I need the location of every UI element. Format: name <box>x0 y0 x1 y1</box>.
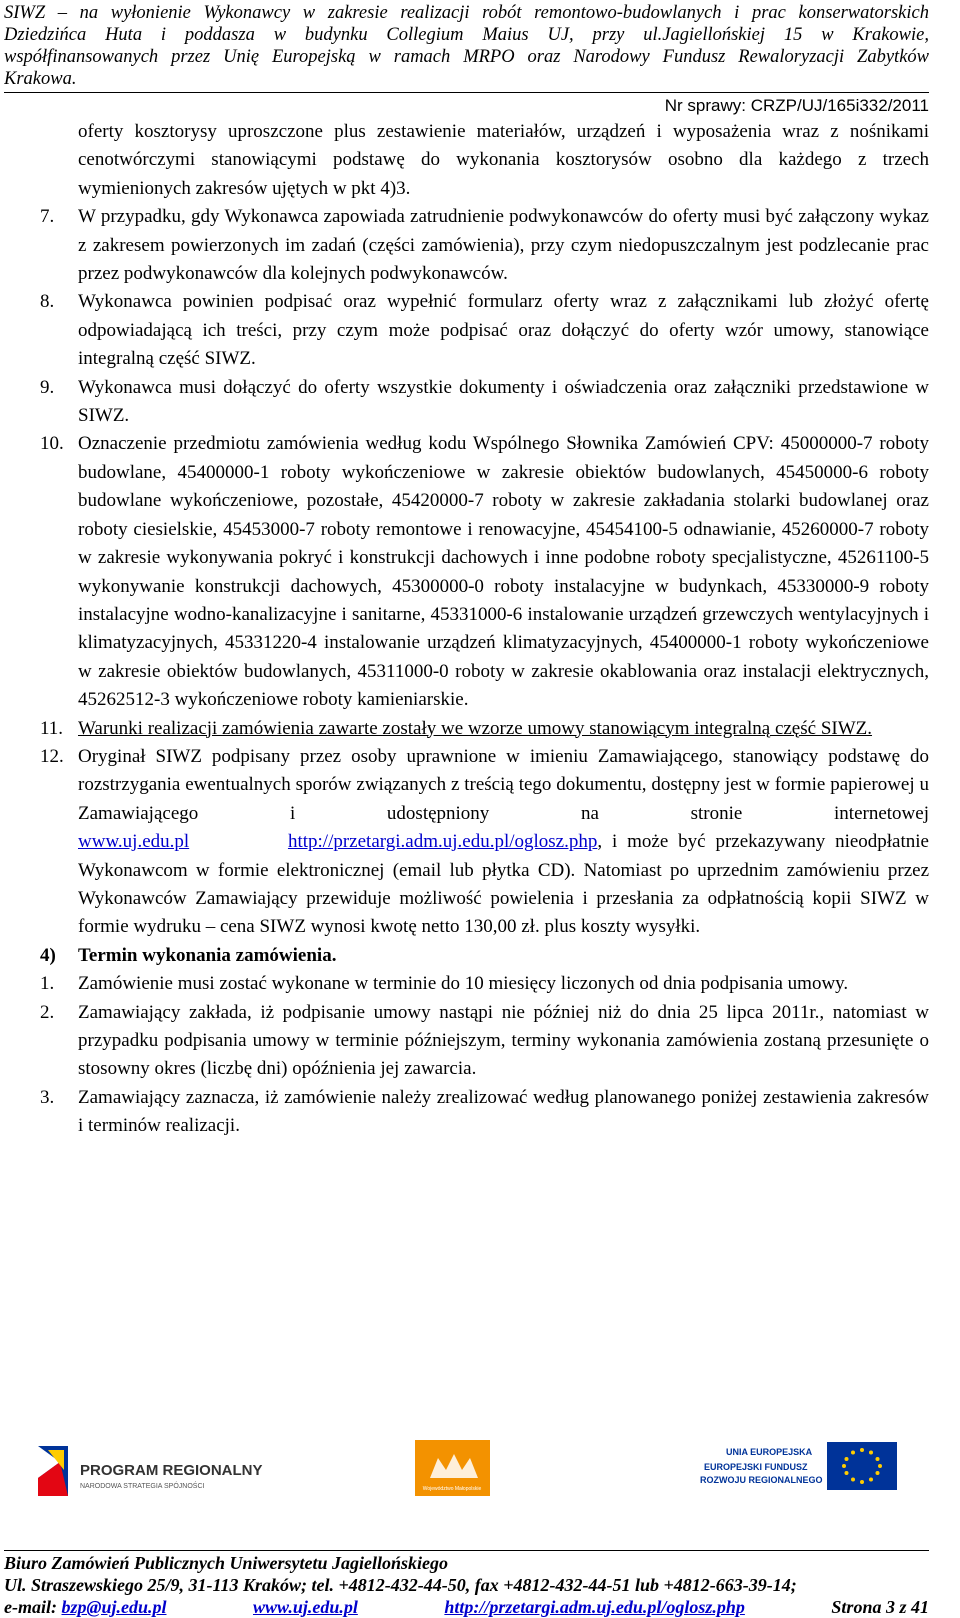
footer-office: Biuro Zamówień Publicznych Uniwersytetu Jagiellońskiego <box>4 1553 449 1573</box>
eu-line-3: ROZWOJU REGIONALNEGO <box>700 1475 823 1485</box>
program-regionalny-title: PROGRAM REGIONALNY <box>80 1462 263 1479</box>
header-line-2: Dziedzińca Huta i poddasza w budynku Collegium Maius UJ, przy ul.Jagiellońskiej 15 w Krakowie, <box>4 25 929 45</box>
header-rule <box>4 92 929 93</box>
list-item-8: 8. Wykonawca powinien podpisać oraz wypełnić formularz oferty wraz z załącznikami lub złożyć ofertę odpowiadającą ich treści, przy czym może podpisać oraz dołączyć do oferty wzór umowy, stanowiące integralną część SIWZ. <box>40 291 929 370</box>
list-item-7: 7. W przypadku, gdy Wykonawca zapowiada zatrudnienie podwykonawców do oferty musi być załączony wykaz z zakresem powierzonych im zadań (części zamówienia), przy czym niedopuszczalnym jest podzlecanie prac przez podwykonawców dla kolejnych podwykonawców. <box>40 206 929 285</box>
eu-line-2: EUROPEJSKI FUNDUSZ <box>704 1462 808 1472</box>
uj-website-link[interactable]: www.uj.edu.pl <box>78 831 190 853</box>
footer-address: Ul. Straszewskiego 25/9, 31-113 Kraków; tel. +4812-432-44-50, fax +4812-432-44-51 lub +4812-663-39-14; <box>4 1575 797 1595</box>
header-line-1: SIWZ – na wyłonienie Wykonawcy w zakresie realizacji robót remontowo-budowlanych i prac konserwatorskich <box>4 3 929 23</box>
program-regionalny-sub: NARODOWA STRATEGIA SPÓJNOŚCI <box>80 1483 205 1490</box>
case-number: Nr sprawy: CRZP/UJ/165i332/2011 <box>664 96 929 115</box>
eu-line-1: UNIA EUROPEJSKA <box>726 1447 813 1457</box>
header-line-3: współfinansowanych przez Unię Europejską w ramach MRPO oraz Narodowy Fundusz Rewaloryzacji Zabytków <box>4 47 929 67</box>
document-footer <box>4 1552 929 1618</box>
section-4-heading: 4) Termin wykonania zamówienia. <box>40 944 337 966</box>
tender-link[interactable]: http://przetargi.adm.uj.edu.pl/oglosz.php <box>287 831 598 853</box>
funding-logos <box>30 1440 930 1520</box>
footer-tender-link[interactable]: http://przetargi.adm.uj.edu.pl/oglosz.php <box>444 1597 745 1617</box>
logos-svg <box>30 1440 930 1520</box>
section-4-item-3: 3. Zamawiający zaznacza, iż zamówienie należy zrealizować według planowanego poniżej zestawienia zakresów i terminów realizacji. <box>40 1086 929 1137</box>
document-body <box>40 118 929 1141</box>
footer-email-link[interactable]: bzp@uj.edu.pl <box>61 1597 167 1617</box>
program-regionalny-logo <box>38 1446 263 1496</box>
list-item-9: 9. Wykonawca musi dołączyć do oferty wszystkie dokumenty i oświadczenia oraz załączniki przedstawione w SIWZ. <box>40 376 929 427</box>
malopolska-label: Województwo Małopolskie <box>422 1486 482 1492</box>
list-item-12: 12. Oryginał SIWZ podpisany przez osoby uprawnione w imieniu Zamawiającego, stanowiący podstawę do rozstrzygania ewentualnych sporów związanych z treścią tego dokumentu, dostępny jest w formie papierowej u Zamawiającego i udostępniony na stronie internetowej www.uj.edu.pl http://przetargi.adm.uj.edu.pl/oglosz.php, i może być przekazywany nieodpłatnie Wykonawcom w formie elektronicznej (email lub płytka CD). Natomiast po uprzednim zamówieniu przez Wykonawców Zamawiający przewiduje możliwość powielenia i przesłania za odpłatnością kopii SIWZ w formie wydruku – cena SIWZ wynosi kwotę netto 130,00 zł. plus koszty wysyłki. <box>40 745 929 938</box>
footer-contacts: e-mail: bzp@uj.edu.pl www.uj.edu.pl http://przetargi.adm.uj.edu.pl/oglosz.php Strona 3 z 41 <box>4 1597 929 1617</box>
section-4-item-2: 2. Zamawiający zakłada, iż podpisanie umowy nastąpi nie później niż do dnia 25 lipca 2011r., natomiast w przypadku podpisania umowy w terminie późniejszym, terminy wykonania zamówienia zostaną przesunięte o stosowny okres (liczbę dni) opóźnienia jej zawarcia. <box>40 1001 929 1080</box>
intro-paragraph: oferty kosztorysy uproszczone plus zestawienie materiałów, urządzeń i wyposażenia wraz z nośnikami cenotwórczymi stanowiącymi podstawę do wykonania kosztorysów osobno dla każdego z trzech wymienionych zakresów ujętych w pkt 4)3. <box>78 121 929 199</box>
footer-rule <box>4 1550 929 1551</box>
eu-fund-logo <box>700 1442 897 1490</box>
document-header <box>4 2 929 90</box>
list-item-11: 11. Warunki realizacji zamówienia zawarte zostały we wzorze umowy stanowiącym integralną część SIWZ. <box>40 717 873 739</box>
footer-site-link[interactable]: www.uj.edu.pl <box>252 1597 358 1617</box>
page-number: Strona 3 z 41 <box>831 1597 929 1617</box>
section-4-item-1: 1. Zamówienie musi zostać wykonane w terminie do 10 miesięcy liczonych od dnia podpisania umowy. <box>40 973 849 995</box>
list-item-10: 10. Oznaczenie przedmiotu zamówienia według kodu Wspólnego Słownika Zamówień CPV: 45000000-7 roboty budowlane, 45400000-1 roboty wykończeniowe w zakresie obiektów budowlanych, 45450000-6 roboty budowlane wykończeniowe, pozostałe, 45420000-7 roboty w zakresie zakładania stolarki budowlanej oraz roboty ciesielskie, 45453000-7 roboty remontowe i renowacyjne, 45454100-5 odnawianie, 45260000-7 roboty w zakresie wykonywania pokryć i konstrukcji dachowych i inne podobne roboty specjalistyczne, 45261100-5 wykonywanie konstrukcji dachowych, 45300000-0 roboty instalacyjne w budynkach, 45330000-9 roboty instalacyjne wodno-kanalizacyjne i sanitarne, 45331000-6 instalowanie urządzeń grzewczych wentylacyjnych i klimatyzacyjnych, 45331220-4 instalowanie urządzeń klimatyzacyjnych, 45400000-1 roboty wykończeniowe w zakresie obiektów budowlanych, 45311000-0 roboty w zakresie okablowania oraz instalacji elektrycznych, 45262512-3 wykończeniowe roboty kamieniarskie. <box>40 433 929 711</box>
malopolska-logo <box>415 1440 490 1496</box>
header-line-4: Krakowa. <box>4 69 77 89</box>
